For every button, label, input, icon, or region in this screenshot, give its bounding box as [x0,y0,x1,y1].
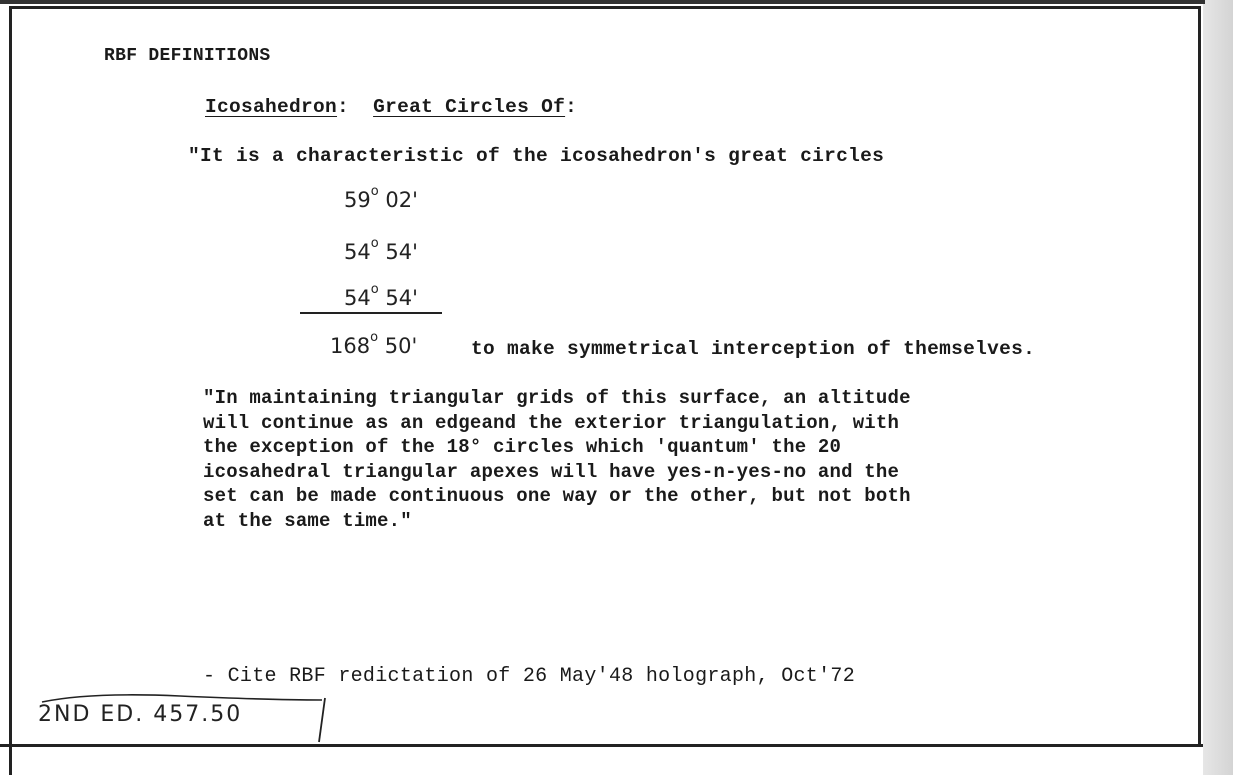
angle-1-minutes: 02' [385,188,418,212]
angle-row-2 [344,236,418,264]
angle-2-degrees: 54 [344,240,371,264]
sum-degrees: 168 [330,334,371,358]
paragraph-line: at the same time." [203,509,412,532]
handwritten-note: 2ND ED. 457.50 [38,702,243,727]
sum-tail-text: to make symmetrical interception of themselves. [471,338,1036,360]
entry-term-colon: : [337,96,350,118]
degree-symbol: o [370,330,379,345]
card-heading: RBF DEFINITIONS [104,46,271,66]
card-top-edge [0,0,1205,4]
degree-symbol: o [370,282,379,297]
citation: - Cite RBF redictation of 26 May'48 holograph, Oct'72 [203,665,856,688]
angle-sum [330,330,418,358]
next-card-edge [9,747,12,775]
angle-1-degrees: 59 [344,188,371,212]
degree-symbol: o [370,184,379,199]
angle-2-minutes: 54' [385,240,418,264]
card-bottom-rule [0,744,1203,747]
sum-minutes: 50' [384,334,418,358]
paragraph-line: the exception of the 18° circles which 'quantum' the 20 [203,436,842,458]
quote-intro: "It is a characteristic of the icosahedron's great circles [188,145,885,167]
definition-card [9,6,1201,747]
quote-paragraph [203,386,911,533]
entry-subterm: Great Circles Of [373,96,566,118]
sum-rule [300,312,442,314]
angle-row-1 [344,184,418,212]
paragraph-line: set can be made continuous one way or the other, but not both [203,485,911,507]
angle-3-minutes: 54' [385,286,418,310]
entry-title [205,96,577,118]
entry-subterm-colon: : [565,96,578,118]
paragraph-line: "In maintaining triangular grids of this surface, an altitude [203,387,911,409]
degree-symbol: o [370,236,379,251]
adjacent-page-edge [1203,0,1233,775]
paragraph-line: will continue as an edgeand the exterior triangulation, with [203,411,900,434]
angle-row-3 [344,282,418,310]
paragraph-line: icosahedral triangular apexes will have yes-n-yes-no and the [203,460,900,483]
angle-3-degrees: 54 [344,286,371,310]
entry-term: Icosahedron [205,96,338,118]
